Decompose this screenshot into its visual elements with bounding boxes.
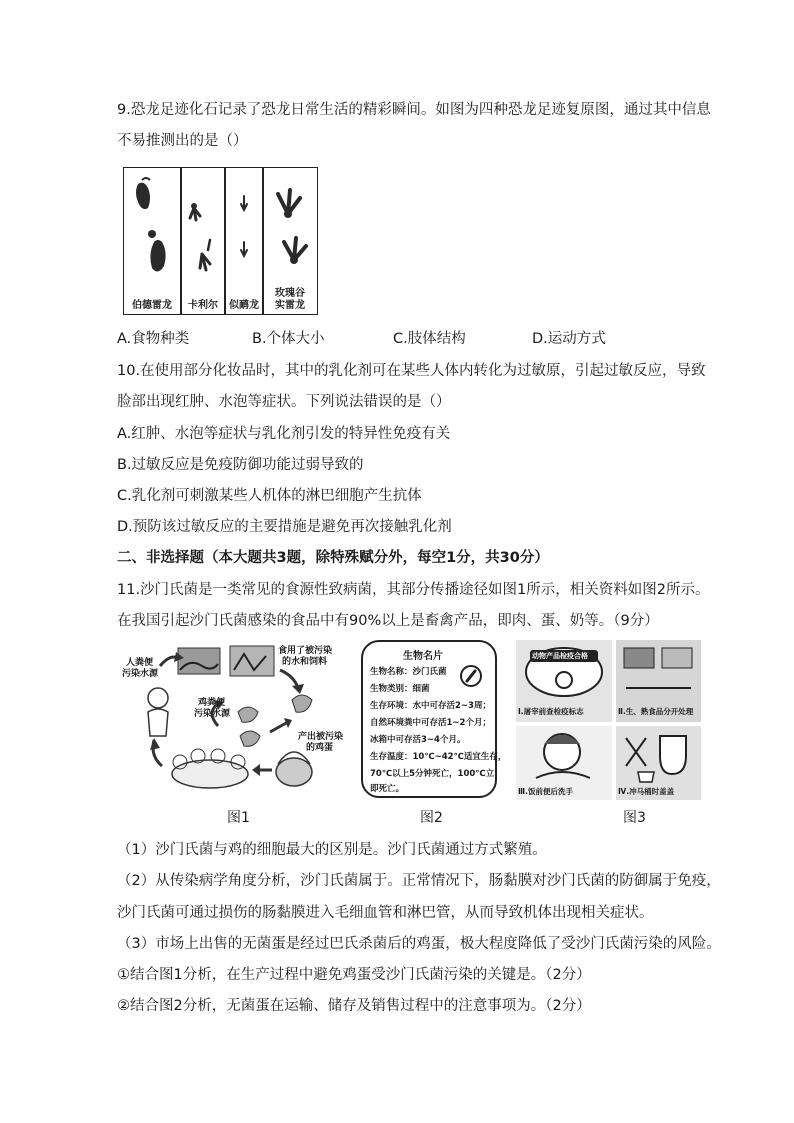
fig1-caption: 图1	[227, 810, 250, 826]
fig2-line-name: 生物名称：沙门氏菌	[370, 667, 447, 677]
footprint-label-5: 实雷龙	[275, 300, 305, 311]
figure-2-organism-card	[361, 640, 507, 798]
fig2-line-env-3: 冰箱中可存活3~4个月。	[370, 735, 466, 745]
footprint-column-4	[264, 168, 316, 314]
q11-sub-question-3: （3）市场上出售的无菌蛋是经过巴氏杀菌后的鸡蛋，极大程度降低了受沙门氏菌污染的风险。	[117, 936, 721, 952]
fig2-line-temp-3: 即死亡。	[370, 784, 405, 794]
fig1-label-contaminated-egg-2: 的鸡蛋	[306, 743, 334, 753]
q11-sub-question-2-line1: （2）从传染病学角度分析，沙门氏菌属于。正常情况下，肠黏膜对沙门氏菌的防御属于免疫，	[117, 873, 721, 889]
fig3-label-4: Ⅳ.冲马桶时盖盖	[618, 787, 675, 796]
q10-option-d: D.预防该过敏反应的主要措施是避免再次接触乳化剂	[117, 519, 452, 535]
q11-stem-line1: 11.沙门氏菌是一类常见的食源性致病菌，其部分传播途径如图1所示，相关资料如图2所示。	[117, 582, 710, 598]
fig2-line-temp-1: 生存温度：10℃~42℃适宜生存，	[370, 752, 507, 762]
fig2-line-type: 生物类别：细菌	[370, 684, 430, 694]
q11-sub-question-3-part-2: ②结合图2分析，无菌蛋在运输、储存及销售过程中的注意事项为。（2分）	[117, 998, 591, 1014]
figure-3-prevention-panels	[516, 640, 701, 800]
fig3-badge-text: 动物产品检疫合格	[532, 652, 588, 660]
toilet-lid-icon	[616, 726, 701, 786]
footprint-label-4: 玫瑰谷	[275, 288, 305, 299]
large-three-toed-footprint-icon	[264, 168, 316, 283]
q9-option-b: B.个体大小	[252, 331, 325, 347]
q9-option-c: C.肢体结构	[393, 331, 466, 347]
fig3-label-3: Ⅲ.饭前便后洗手	[518, 787, 573, 796]
q10-option-a: A.红肿、水泡等症状与乳化剂引发的特异性免疫有关	[117, 426, 451, 442]
fig1-label-chicken-feces: 鸡粪便	[198, 698, 226, 708]
fig3-label-2: Ⅱ.生、熟食品分开处理	[618, 707, 694, 716]
q11-sub-question-3-part-1: ①结合图1分析，在生产过程中避免鸡蛋受沙门氏菌污染的关键是。（2分）	[117, 967, 591, 983]
footprint-label-2: 卡利尔	[188, 300, 218, 311]
q11-stem-line2: 在我国引起沙门氏菌感染的食品中有90%以上是畜禽产品，即肉、蛋、奶等。（9分）	[117, 613, 659, 629]
footprint-label-3: 似鸸龙	[229, 300, 259, 311]
footprint-label-1: 伯德雷龙	[132, 300, 172, 311]
q10-option-b: B.过敏反应是免疫防御功能过弱导致的	[117, 457, 364, 473]
q10-stem-line2: 脸部出现红肿、水泡等症状。下列说法错误的是（）	[117, 394, 451, 410]
fig1-label-water-1: 污染水源	[122, 669, 159, 679]
fig2-title: 生物名片	[403, 651, 443, 662]
fig1-label-contaminated-egg-1: 产出被污染	[298, 732, 344, 742]
fig1-label-human-feces: 人粪便	[126, 658, 154, 668]
fig1-label-contaminated-feed-1: 食用了被污染	[278, 646, 333, 656]
fig3-panel-1	[516, 640, 612, 722]
section-2-heading: 二、非选择题（本大题共3题，除特殊赋分外，每空1分，共30分）	[117, 550, 549, 566]
fig2-line-env-2: 自然环境粪中可存活1~2个月；	[370, 718, 491, 728]
fig3-panel-3	[516, 726, 612, 800]
fig3-caption: 图3	[623, 810, 646, 826]
small-footprint-icon	[226, 168, 262, 293]
fig1-label-water-2: 污染水源	[194, 709, 231, 719]
q9-option-d: D.运动方式	[532, 331, 606, 347]
q9-stem-line1: 9.恐龙足迹化石记录了恐龙日常生活的精彩瞬间。如图为四种恐龙足迹复原图，通过其中信息	[117, 102, 711, 118]
q11-sub-question-2-line2: 沙门氏菌可通过损伤的肠黏膜进入毛细血管和淋巴管，从而导致机体出现相关症状。	[117, 905, 654, 921]
quarantine-badge-icon	[516, 640, 612, 706]
footprint-column-1	[124, 168, 182, 314]
footprint-column-2	[182, 168, 226, 314]
q9-option-a: A.食物种类	[117, 331, 190, 347]
fig2-line-temp-2: 70℃以上5分钟死亡，100℃立	[370, 769, 495, 779]
bacterium-icon	[459, 664, 483, 688]
fig2-line-env-1: 生存环境：水中可存活2~3周；	[370, 701, 491, 711]
fig3-label-1: Ⅰ.屠宰前查检疫标志	[518, 707, 584, 716]
q10-option-c: C.乳化剂可刺激某些人机体的淋巴细胞产生抗体	[117, 488, 422, 504]
three-toed-footprint-icon	[182, 168, 224, 293]
figure-1-transmission-cycle	[120, 640, 350, 800]
footprint-column-3	[226, 168, 264, 314]
cutting-boards-icon	[616, 640, 701, 706]
dinosaur-footprint-figure	[123, 167, 318, 315]
round-footprint-icon	[124, 168, 179, 293]
handwashing-child-icon	[516, 726, 612, 786]
q9-stem-line2: 不易推测出的是（）	[117, 133, 248, 149]
fig1-label-contaminated-feed-2: 的水和饲料	[282, 657, 328, 667]
q10-stem-line1: 10.在使用部分化妆品时，其中的乳化剂可在某些人体内转化为过敏原，引起过敏反应，导致	[117, 363, 706, 379]
fig3-panel-2	[616, 640, 701, 722]
fig2-caption: 图2	[420, 810, 443, 826]
q11-sub-question-1: （1）沙门氏菌与鸡的细胞最大的区别是。沙门氏菌通过方式繁殖。	[117, 842, 547, 858]
fig3-panel-4	[616, 726, 701, 800]
